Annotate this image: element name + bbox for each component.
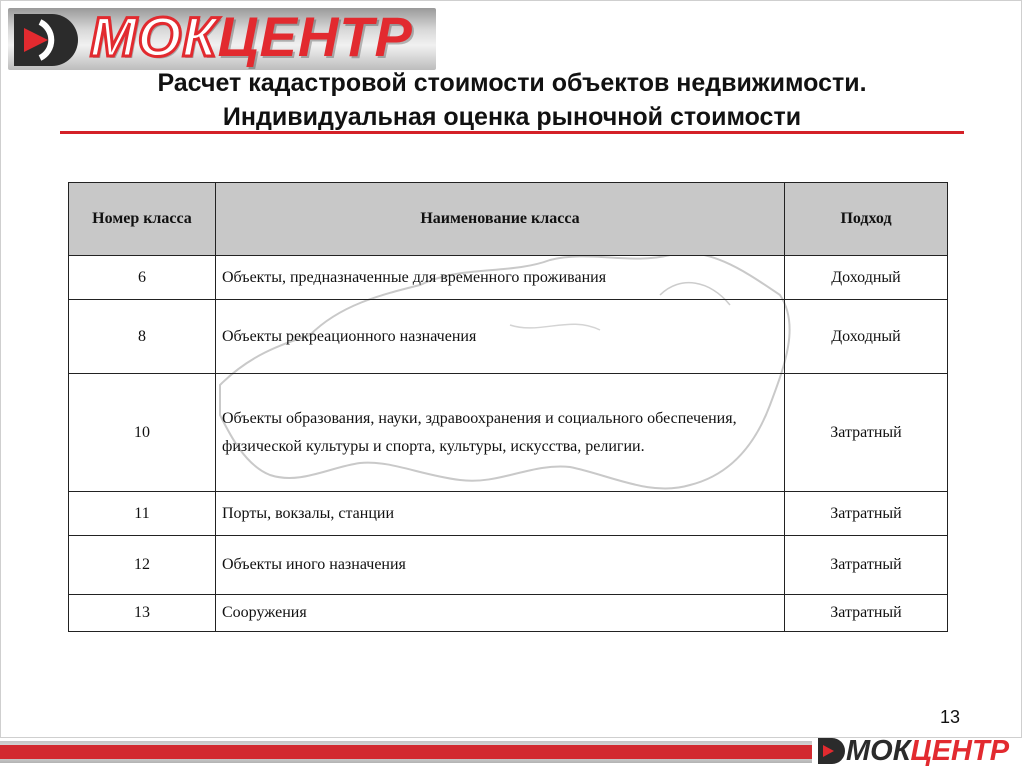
footer-logo-text-centr: ЦЕНТР (910, 735, 1010, 767)
title-line-2: Индивидуальная оценка рыночной стоимости (222, 103, 802, 131)
cell-class-number: 6 (69, 256, 216, 300)
cell-class-name: Сооружения (216, 595, 785, 632)
table-row (69, 300, 948, 374)
class-table (68, 182, 948, 632)
cell-class-number: 12 (69, 536, 216, 595)
cell-class-name: Объекты рекреационного назначения (216, 300, 785, 374)
logo-text-centr: ЦЕНТР (217, 5, 413, 68)
cell-class-number: 8 (69, 300, 216, 374)
cell-class-name: Объекты, предназначенные для временного проживания (216, 256, 785, 300)
header-class-name: Наименование класса (216, 183, 785, 256)
cell-class-name: Порты, вокзалы, станции (216, 492, 785, 536)
footer-bar (0, 741, 812, 763)
cell-approach: Затратный (785, 374, 948, 492)
footer-stripe (0, 745, 812, 759)
logo-text-mok: МОК (90, 5, 218, 68)
footer-logo-text-mok: МОК (846, 735, 911, 767)
page-number: 13 (940, 707, 961, 727)
table-row (69, 374, 948, 492)
table-row (69, 595, 948, 632)
title-divider (60, 131, 964, 134)
header-approach: Подход (785, 183, 948, 256)
logo-mark-icon (10, 12, 88, 68)
footer-logo-mark-icon (816, 736, 846, 766)
table-row (69, 256, 948, 300)
table-row (69, 492, 948, 536)
cell-class-number: 10 (69, 374, 216, 492)
cell-approach: Затратный (785, 492, 948, 536)
cell-class-name: Объекты иного назначения (216, 536, 785, 595)
cell-class-number: 13 (69, 595, 216, 632)
footer-logo (816, 734, 1022, 768)
cell-approach: Доходный (785, 300, 948, 374)
table-header-row (69, 183, 948, 256)
cell-approach: Доходный (785, 256, 948, 300)
company-logo (8, 5, 436, 70)
cell-approach: Затратный (785, 536, 948, 595)
title-line-1: Расчет кадастровой стоимости объектов недвижимости. (157, 69, 867, 97)
cell-class-number: 11 (69, 492, 216, 536)
cell-approach: Затратный (785, 595, 948, 632)
table-row (69, 536, 948, 595)
header-class-number: Номер класса (69, 183, 216, 256)
page-title (60, 66, 964, 134)
cell-class-name: Объекты образования, науки, здравоохранения и социального обеспечения, физической культуры и спорта, культуры, искусства, религии. (216, 374, 785, 492)
